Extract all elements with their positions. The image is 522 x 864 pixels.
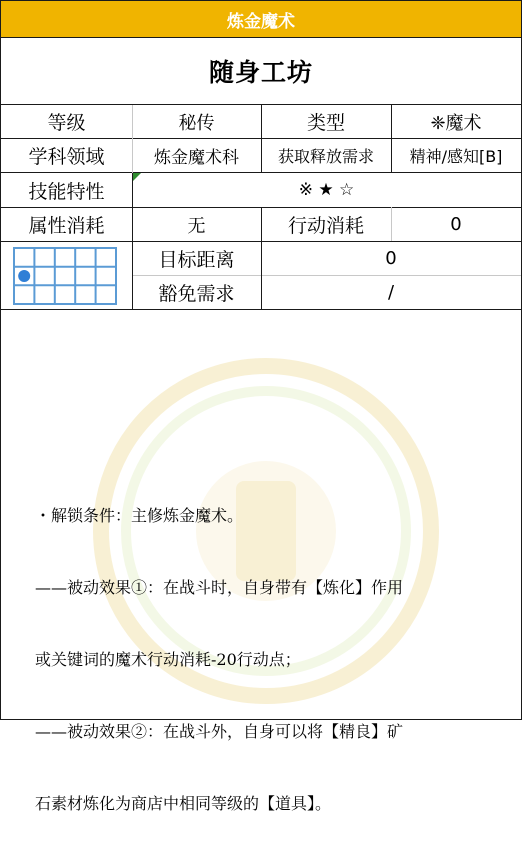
requirement-value: 精神/感知[B] [409,147,503,166]
passive-effect-2: ——被动效果②：在战斗外，自身可以将【精良】矿 [35,722,404,741]
requirement-label: 获取释放需求 [277,147,374,166]
attribute-cost-label: 属性消耗 [28,215,105,237]
grade-value: 秘传 [178,112,215,134]
range-label: 目标距离 [158,249,235,271]
discipline-label: 学科领域 [28,146,105,168]
exempt-value: / [387,282,395,303]
passive-effect-1-cont: 或关键词的魔术行动消耗-20行动点； [35,650,301,669]
discipline-value: 炼金魔术科 [154,148,239,168]
exempt-label: 豁免需求 [158,283,235,305]
traits-label: 技能特性 [28,180,105,203]
action-cost-label: 行动消耗 [287,215,364,237]
passive-effect-1: ——被动效果①：在战斗时，自身带有【炼化】作用 [35,578,404,597]
type-label: 类型 [306,112,345,134]
skill-title: 随身工坊 [1,38,521,105]
traits-value: ※ ★ ☆ [298,180,355,200]
grade-label: 等级 [47,112,86,134]
action-cost-value: 0 [450,214,462,235]
range-value: 0 [385,248,397,269]
attribute-cost-value: 无 [187,215,206,237]
passive-effect-2-cont: 石素材炼化为商店中相同等级的【道具】。 [35,794,332,813]
category-header: 炼金魔术 [1,1,521,38]
target-dot-icon [18,270,30,282]
type-value: ❈魔术 [430,112,482,134]
unlock-condition: ・解锁条件：主修炼金魔术。 [35,506,244,525]
skill-description [35,456,495,864]
grid-range-icon [13,247,117,305]
